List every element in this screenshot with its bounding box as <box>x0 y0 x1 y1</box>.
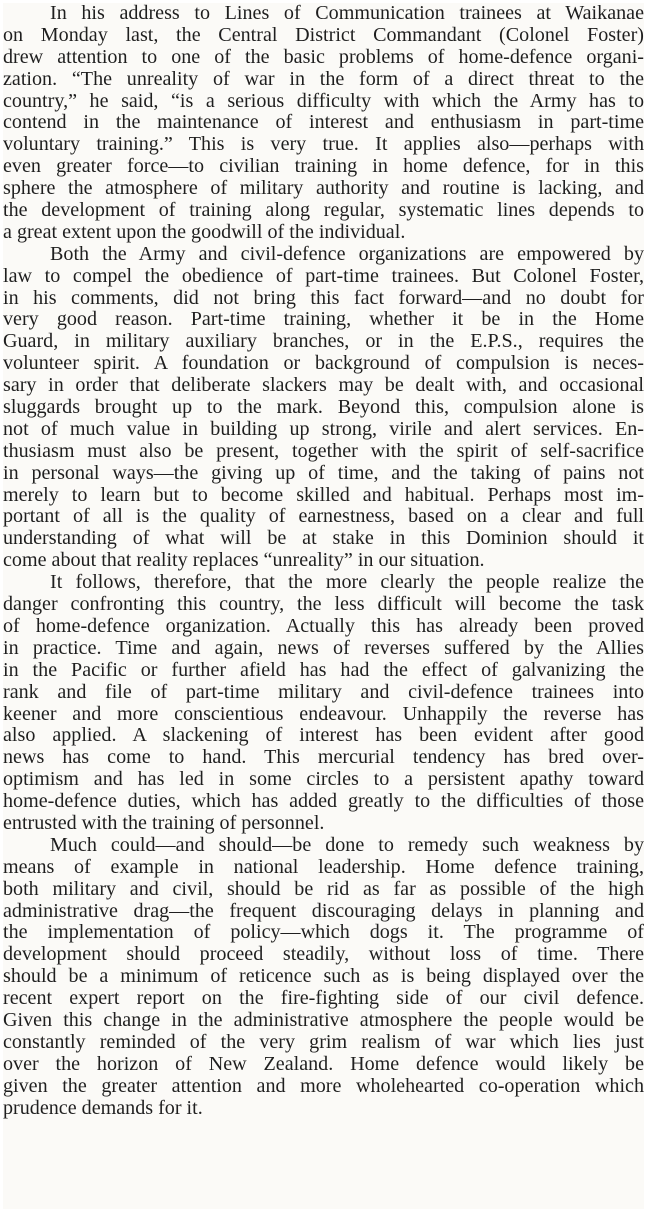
article-paragraph <box>3 835 644 1120</box>
text-line: given the greater attention and more wholehearted co-operation which <box>3 1075 644 1097</box>
text-line: merely to learn but to become skilled and habitual. Perhaps most im- <box>3 484 644 506</box>
text-line: understanding of what will be at stake in this Dominion should it <box>3 528 644 550</box>
text-line: contend in the maintenance of interest and enthusiasm in part-time <box>3 112 644 134</box>
text-line: in his comments, did not bring this fact forward—and no doubt for <box>3 287 644 309</box>
text-line: Guard, in military auxiliary branches, or in the E.P.S., requires the <box>3 331 644 353</box>
text-line: country,” he said, “is a serious difficulty with which the Army has to <box>3 90 644 112</box>
article-paragraph <box>3 572 644 835</box>
article-paragraph <box>3 244 644 572</box>
text-line: news has come to hand. This mercurial tendency has bred over- <box>3 747 644 769</box>
newspaper-clipping <box>3 3 644 1209</box>
text-line: in the Pacific or further afield has had the effect of galvanizing the <box>3 659 644 681</box>
text-line: both military and civil, should be rid as far as possible of the high <box>3 878 644 900</box>
text-line: of home-defence organization. Actually this has already been proved <box>3 615 644 637</box>
text-line: Much could—and should—be done to remedy such weakness by <box>50 834 644 856</box>
text-line: come about that reality replaces “unreality” in our situation. <box>3 550 485 572</box>
text-line: the development of training along regular, systematic lines depends to <box>3 200 644 222</box>
editorial-article <box>3 3 644 1119</box>
text-line: In his address to Lines of Communication trainees at Waikanae <box>50 3 644 24</box>
text-line: rank and file of part-time military and civil-defence trainees into <box>3 681 644 703</box>
text-line: keener and more conscientious endeavour. Unhappily the reverse has <box>3 703 644 725</box>
text-line: optimism and has led in some circles to a persistent apathy toward <box>3 769 644 791</box>
text-line: thusiasm must also be present, together with the spirit of self-sacrifice <box>3 440 644 462</box>
text-line: sphere the atmosphere of military authority and routine is lacking, and <box>3 178 644 200</box>
text-line: prudence demands for it. <box>3 1097 203 1119</box>
text-line: very good reason. Part-time training, whether it be in the Home <box>3 309 644 331</box>
text-line: It follows, therefore, that the more clearly the people realize the <box>50 572 644 594</box>
text-line: development should proceed steadily, without loss of time. There <box>3 944 644 966</box>
text-line: also applied. A slackening of interest has been evident after good <box>3 725 644 747</box>
text-line: constantly reminded of the very grim realism of war which lies just <box>3 1031 644 1053</box>
text-line: danger confronting this country, the less difficult will become the task <box>3 594 644 616</box>
text-line: the implementation of policy—which dogs it. The programme of <box>3 922 644 944</box>
text-line: entrusted with the training of personnel. <box>3 812 325 834</box>
text-line: a great extent upon the goodwill of the individual. <box>3 221 406 243</box>
text-line: voluntary training.” This is very true. It applies also—perhaps with <box>3 134 644 156</box>
text-line: on Monday last, the Central District Commandant (Colonel Foster) <box>3 24 644 46</box>
text-line: portant of all is the quality of earnestness, based on a clear and full <box>3 506 644 528</box>
text-line: in personal ways—the giving up of time, and the taking of pains not <box>3 462 644 484</box>
text-line: drew attention to one of the basic problems of home-defence organi- <box>3 46 644 68</box>
text-line: sary in order that deliberate slackers may be dealt with, and occasional <box>3 375 644 397</box>
text-line: home-defence duties, which has added greatly to the difficulties of those <box>3 791 644 813</box>
text-line: should be a minimum of reticence such as is being displayed over the <box>3 966 644 988</box>
text-line: means of example in national leadership. Home defence training, <box>3 856 644 878</box>
text-line: law to compel the obedience of part-time trainees. But Colonel Foster, <box>3 265 644 287</box>
text-line: sluggards brought up to the mark. Beyond this, compulsion alone is <box>3 397 644 419</box>
text-line: in practice. Time and again, news of reverses suffered by the Allies <box>3 637 644 659</box>
article-paragraph <box>3 3 644 244</box>
text-line: recent expert report on the fire-fighting side of our civil defence. <box>3 988 644 1010</box>
text-line: volunteer spirit. A foundation or background of compulsion is neces- <box>3 353 644 375</box>
text-line: even greater force—to civilian training in home defence, for in this <box>3 156 644 178</box>
text-line: Both the Army and civil-defence organizations are empowered by <box>50 243 644 265</box>
text-line: Given this change in the administrative atmosphere the people would be <box>3 1009 644 1031</box>
text-line: over the horizon of New Zealand. Home defence would likely be <box>3 1053 644 1075</box>
text-line: administrative drag—the frequent discouraging delays in planning and <box>3 900 644 922</box>
text-line: not of much value in building up strong, virile and alert services. En- <box>3 418 644 440</box>
text-line: zation. “The unreality of war in the form of a direct threat to the <box>3 68 644 90</box>
